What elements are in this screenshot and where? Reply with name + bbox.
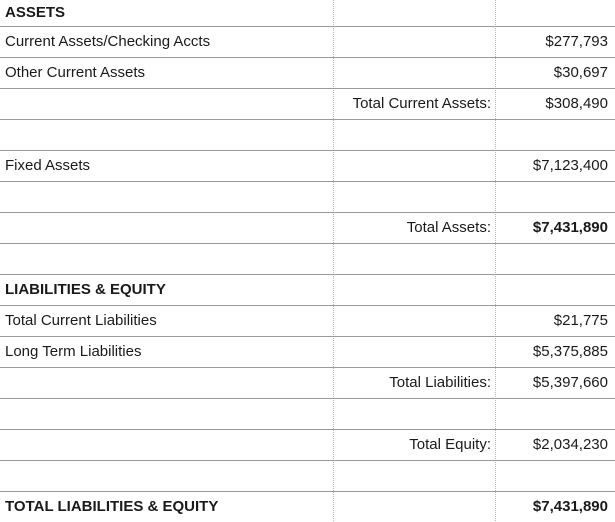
row-total-assets [0,213,615,244]
row-assets-heading [0,0,615,27]
row-total-equity [0,430,615,461]
total-assets-label: Total Assets: [406,219,491,236]
row-blank [0,244,615,275]
row-blank [0,461,615,492]
other-current-assets-label: Other Current Assets [5,64,146,81]
total-current-liabilities-label: Total Current Liabilities [5,312,157,329]
current-assets-label: Current Assets/Checking Accts [5,33,211,50]
fixed-assets-value: $7,123,400 [532,157,608,174]
total-current-liabilities-value: $21,775 [553,312,608,329]
total-assets-value: $7,431,890 [532,219,608,236]
total-liabilities-value: $5,397,660 [532,374,608,391]
row-other-current-assets [0,58,615,89]
row-current-assets [0,27,615,58]
row-total-current-liabilities [0,306,615,337]
total-current-assets-value: $308,490 [545,95,608,112]
row-fixed-assets [0,151,615,182]
row-blank [0,399,615,430]
row-total-current-assets [0,89,615,120]
total-liabilities-label: Total Liabilities: [389,374,491,391]
assets-heading: ASSETS [5,4,66,21]
row-total-liabilities [0,368,615,399]
row-total-liabilities-equity [0,492,615,521]
row-long-term-liabilities [0,337,615,368]
total-liabilities-equity-value: $7,431,890 [532,498,608,515]
total-equity-value: $2,034,230 [532,436,608,453]
long-term-liabilities-label: Long Term Liabilities [5,343,142,360]
total-equity-label: Total Equity: [409,436,491,453]
current-assets-value: $277,793 [545,33,608,50]
long-term-liabilities-value: $5,375,885 [532,343,608,360]
fixed-assets-label: Fixed Assets [5,157,91,174]
row-blank [0,182,615,213]
other-current-assets-value: $30,697 [553,64,608,81]
row-liabilities-equity-heading [0,275,615,306]
row-blank [0,120,615,151]
total-liabilities-equity-label: TOTAL LIABILITIES & EQUITY [5,498,219,515]
liabilities-equity-heading: LIABILITIES & EQUITY [5,281,166,298]
total-current-assets-label: Total Current Assets: [352,95,491,112]
